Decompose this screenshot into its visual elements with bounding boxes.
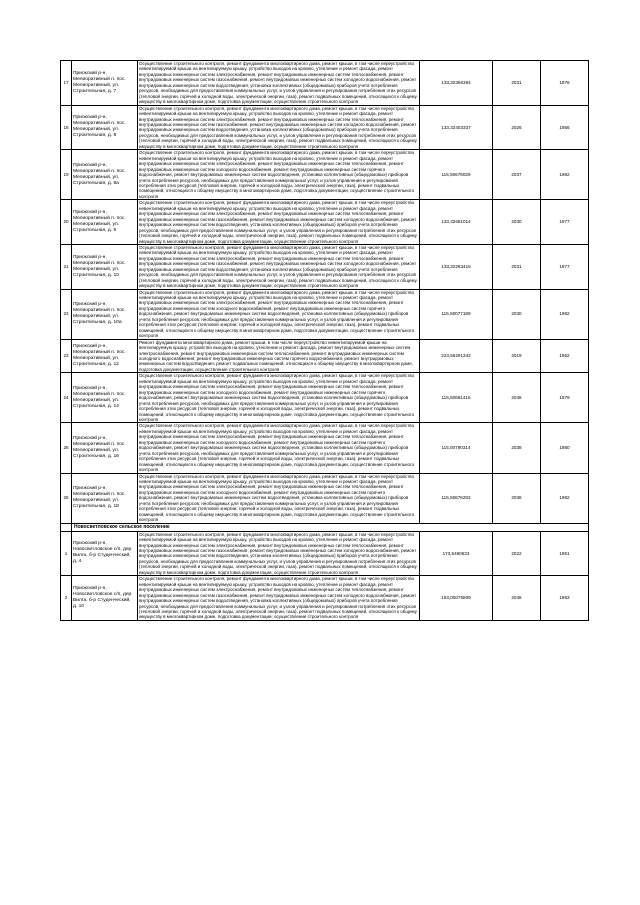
- row-number-cell: 2: [61, 576, 72, 621]
- repair-year-cell: 2031: [493, 61, 541, 106]
- construction-year-cell: 1977: [541, 244, 589, 289]
- address-cell: Приокский р-н, Мелиоративный п. пос. Мелиоративный, ул. Строительная, д. 8: [72, 105, 138, 150]
- address-cell: Приокский р-н, Мелиоративный п. пос. Мелиоративный, ул. Строительная, д. 10а: [72, 289, 138, 339]
- table-row: [61, 423, 589, 473]
- capital-repair-table: [60, 60, 589, 621]
- works-description-cell: Осуществление строительного контроля, ремонт фундамента многоквартирного дома, ремонт крыши, в том числе переустройство невентилируемой крыши на вентилируемую крышу, устройство выходов на кровлю, утепление и ремонт фасада, ремонт внутридомовых инженерных систем электроснабжения, ремонт внутридомовых инженерных систем теплоснабжения, ремонт внутридомовых инженерных систем холодного водоснабжения, ремонт внутридомовых инженерных систем горячего водоснабжения, ремонт внутридомовых инженерных систем водоотведения, установка коллективных (общедомовых) приборов учета потребления ресурсов, необходимых для предоставления коммунальных услуг, и узлов управления и регулирования потребления этих ресурсов (тепловой энергии, горячей и холодной воды, электрической энергии, газа), ремонт подвальных помещений, относящихся к общему имуществу в многоквартирном доме, подготовка документации, осуществление строительного контроля: [138, 289, 420, 339]
- address-cell: Приокский р-н, Мелиоративный п. пос. Мелиоративный, ул. Строительная, д. 14: [72, 373, 138, 423]
- repair-year-cell: 2022: [493, 531, 541, 576]
- works-description-cell: Осуществление строительного контроля, ремонт фундамента многоквартирного дома, ремонт крыши, в том числе переустройство невентилируемой крыши на вентилируемую крышу, устройство выходов на кровлю, утепление и ремонт фасада, ремонт внутридомовых инженерных систем электроснабжения, ремонт внутридомовых инженерных систем теплоснабжения, ремонт внутридомовых инженерных систем газоснабжения, ремонт внутридомовых инженерных систем холодного водоснабжения, ремонт внутридомовых инженерных систем водоотведения, установка коллективных (общедомовых) приборов учета потребления ресурсов, необходимых для предоставления коммунальных услуг, и узлов управления и регулирования потребления этих ресурсов (тепловой энергии, горячей и холодной воды, электрической энергии, газа), ремонт подвальных помещений, относящихся к общему имуществу в многоквартирном доме, подготовка документации, осуществление строительного контроля: [138, 244, 420, 289]
- repair-year-cell: 2030: [493, 200, 541, 245]
- cost-cell: 173,5490633: [420, 531, 493, 576]
- repair-year-cell: 2019: [493, 339, 541, 373]
- construction-year-cell: 1980: [541, 423, 589, 473]
- works-description-cell: Осуществление строительного контроля, ремонт фундамента многоквартирного дома, ремонт крыши, в том числе переустройство невентилируемой крыши на вентилируемую крышу, устройство выходов на кровлю, утепление и ремонт фасада, ремонт внутридомовых инженерных систем электроснабжения, ремонт внутридомовых инженерных систем теплоснабжения, ремонт внутридомовых инженерных систем холодного водоснабжения, ремонт внутридомовых инженерных систем горячего водоснабжения, ремонт внутридомовых инженерных систем водоотведения, установка коллективных (общедомовых) приборов учета потребления ресурсов, необходимых для предоставления коммунальных услуг, и узлов управления и регулирования потребления этих ресурсов (тепловой энергии, горячей и холодной воды, электрической энергии, газа), ремонт подвальных помещений, относящихся к общему имуществу в многоквартирном доме, подготовка документации, осуществление строительного контроля: [138, 150, 420, 200]
- row-number-cell: 26: [61, 473, 72, 523]
- works-description-cell: Осуществление строительного контроля, ремонт фундамента многоквартирного дома, ремонт крыши, в том числе переустройство невентилируемой крыши на вентилируемую крышу, устройство выходов на кровлю, утепление и ремонт фасада, ремонт внутридомовых инженерных систем электроснабжения, ремонт внутридомовых инженерных систем теплоснабжения, ремонт внутридомовых инженерных систем холодного водоснабжения, ремонт внутридомовых инженерных систем горячего водоснабжения, ремонт внутридомовых инженерных систем водоотведения, установка коллективных (общедомовых) приборов учета потребления ресурсов, необходимых для предоставления коммунальных услуг, и узлов управления и регулирования потребления этих ресурсов (тепловой энергии, горячей и холодной воды, электрической энергии, газа), ремонт подвальных помещений, относящихся к общему имуществу в многоквартирном доме, подготовка документации, осуществление строительного контроля: [138, 373, 420, 423]
- works-description-cell: Осуществление строительного контроля, ремонт фундамента многоквартирного дома, ремонт крыши, в том числе переустройство невентилируемой крыши на вентилируемую крышу, устройство выходов на кровлю, утепление и ремонт фасада, ремонт внутридомовых инженерных систем электроснабжения, ремонт внутридомовых инженерных систем теплоснабжения, ремонт внутридомовых инженерных систем холодного водоснабжения, ремонт внутридомовых инженерных систем горячего водоснабжения, ремонт внутридомовых инженерных систем водоотведения, установка коллективных (общедомовых) приборов учета потребления ресурсов, необходимых для предоставления коммунальных услуг, и узлов управления и регулирования потребления этих ресурсов (тепловой энергии, горячей и холодной воды, электрической энергии, газа), ремонт подвальных помещений, относящихся к общему имуществу в многоквартирном доме, подготовка документации, осуществление строительного контроля: [138, 423, 420, 473]
- table-row: [61, 339, 589, 373]
- table-row: [61, 576, 589, 621]
- construction-year-cell: 1983: [541, 576, 589, 621]
- row-number-cell: 22: [61, 289, 72, 339]
- row-number-cell: 17: [61, 61, 72, 106]
- address-cell: Приокский р-н, Мелиоративный п. пос. Мелиоративный, ул. Строительная, д. 9: [72, 200, 138, 245]
- cost-cell: 133,32356394: [420, 61, 493, 106]
- repair-year-cell: 2037: [493, 150, 541, 200]
- row-number-cell: 24: [61, 373, 72, 423]
- repair-year-cell: 2031: [493, 244, 541, 289]
- section-header-row: [61, 523, 589, 531]
- row-number-cell: 23: [61, 339, 72, 373]
- construction-year-cell: 1982: [541, 473, 589, 523]
- construction-year-cell: 1976: [541, 61, 589, 106]
- repair-year-cell: 2030: [493, 289, 541, 339]
- table-row: [61, 61, 589, 106]
- address-cell: Приокский р-н, Мелиоративный п. пос. Мелиоративный, ул. Строительная, д. 12: [72, 339, 138, 373]
- table-row: [61, 150, 589, 200]
- cost-cell: 115,50681415: [420, 373, 493, 423]
- construction-year-cell: 1977: [541, 200, 589, 245]
- table-row: [61, 531, 589, 576]
- row-number-cell: 1: [61, 531, 72, 576]
- repair-year-cell: 2036: [493, 576, 541, 621]
- table-row: [61, 473, 589, 523]
- cost-cell: 133,32681014: [420, 200, 493, 245]
- cost-cell: 133,32403337: [420, 105, 493, 150]
- row-number-cell: 19: [61, 150, 72, 200]
- section-title: Новосветловское сельское поселение: [72, 523, 589, 531]
- construction-year-cell: 1979: [541, 373, 589, 423]
- address-cell: Приокский р-н, Мелиоративный п. пос. Мелиоративный, ул. Строительная, д. 16: [72, 423, 138, 473]
- works-description-cell: Ремонт фундамента многоквартирного дома, ремонт крыши, в том числе переустройство невентилируемой крыши на вентилируемую крышу, устройство выходов на кровлю, утепление и ремонт фасада, ремонт внутридомовых инженерных систем электроснабжения, ремонт внутридомовых инженерных систем теплоснабжения, ремонт внутридомовых инженерных систем холодного водоснабжения, ремонт внутридомовых инженерных систем горячего водоснабжения, ремонт внутридомовых инженерных систем водоотведения, ремонт подвальных помещений, относящихся к общему имуществу в многоквартирном доме, подготовка документации, осуществление строительного контроля: [138, 339, 420, 373]
- table-row: [61, 289, 589, 339]
- works-description-cell: Осуществление строительного контроля, ремонт фундамента многоквартирного дома, ремонт крыши, в том числе переустройство невентилируемой крыши на вентилируемую крышу, устройство выходов на кровлю, утепление и ремонт фасада, ремонт внутридомовых инженерных систем электроснабжения, ремонт внутридомовых инженерных систем теплоснабжения, ремонт внутридомовых инженерных систем газоснабжения, ремонт внутридомовых инженерных систем холодного водоснабжения, ремонт внутридомовых инженерных систем водоотведения, установка коллективных (общедомовых) приборов учета потребления ресурсов, необходимых для предоставления коммунальных услуг, и узлов управления и регулирования потребления этих ресурсов (тепловой энергии, горячей и холодной воды, электрической энергии, газа), ремонт подвальных помещений, относящихся к общему имуществу в многоквартирном доме, подготовка документации, осуществление строительного контроля: [138, 576, 420, 621]
- address-cell: Приокский р-н, Мелиоративный п. пос. Мелиоративный, ул. Строительная, д. 7: [72, 61, 138, 106]
- repair-year-cell: 2026: [493, 105, 541, 150]
- table-row: [61, 373, 589, 423]
- works-description-cell: Осуществление строительного контроля, ремонт фундамента многоквартирного дома, ремонт крыши, в том числе переустройство невентилируемой крыши на вентилируемую крышу, устройство выходов на кровлю, утепление и ремонт фасада, ремонт внутридомовых инженерных систем электроснабжения, ремонт внутридомовых инженерных систем теплоснабжения, ремонт внутридомовых инженерных систем газоснабжения, ремонт внутридомовых инженерных систем холодного водоснабжения, ремонт внутридомовых инженерных систем водоотведения, установка коллективных (общедомовых) приборов учета потребления ресурсов, необходимых для предоставления коммунальных услуг, и узлов управления и регулирования потребления этих ресурсов (тепловой энергии, горячей и холодной воды, электрической энергии, газа), ремонт подвальных помещений, относящихся к общему имуществу в многоквартирном доме, подготовка документации, осуществление строительного контроля: [138, 105, 420, 150]
- cost-cell: 115,50676029: [420, 150, 493, 200]
- table-row: [61, 105, 589, 150]
- works-description-cell: Осуществление строительного контроля, ремонт фундамента многоквартирного дома, ремонт крыши, в том числе переустройство невентилируемой крыши на вентилируемую крышу, устройство выходов на кровлю, утепление и ремонт фасада, ремонт внутридомовых инженерных систем электроснабжения, ремонт внутридомовых инженерных систем теплоснабжения, ремонт внутридомовых инженерных систем газоснабжения, ремонт внутридомовых инженерных систем холодного водоснабжения, ремонт внутридомовых инженерных систем водоотведения, установка коллективных (общедомовых) приборов учета потребления ресурсов, необходимых для предоставления коммунальных услуг, и узлов управления и регулирования потребления этих ресурсов (тепловой энергии, горячей и холодной воды, электрической энергии, газа), ремонт подвальных помещений, относящихся к общему имуществу в многоквартирном доме, подготовка документации, осуществление строительного контроля: [138, 61, 420, 106]
- construction-year-cell: 1962: [541, 339, 589, 373]
- table-row: [61, 244, 589, 289]
- works-description-cell: Осуществление строительного контроля, ремонт фундамента многоквартирного дома, ремонт крыши, в том числе переустройство невентилируемой крыши на вентилируемую крышу, устройство выходов на кровлю, утепление и ремонт фасада, ремонт внутридомовых инженерных систем электроснабжения, ремонт внутридомовых инженерных систем теплоснабжения, ремонт внутридомовых инженерных систем холодного водоснабжения, ремонт внутридомовых инженерных систем горячего водоснабжения, ремонт внутридомовых инженерных систем водоотведения, установка коллективных (общедомовых) приборов учета потребления ресурсов, необходимых для предоставления коммунальных услуг, и узлов управления и регулирования потребления этих ресурсов (тепловой энергии, горячей и холодной воды, электрической энергии, газа), ремонт подвальных помещений, относящихся к общему имуществу в многоквартирном доме, подготовка документации, осуществление строительного контроля: [138, 473, 420, 523]
- cost-cell: 163,00076809: [420, 576, 493, 621]
- repair-year-cell: 2038: [493, 423, 541, 473]
- construction-year-cell: 1951: [541, 531, 589, 576]
- address-cell: Приокский р-н, Новосветловское с/п, дер. Вилга, б-р Студенческий, д. 10: [72, 576, 138, 621]
- row-number-cell: 21: [61, 244, 72, 289]
- address-cell: Приокский р-н, Мелиоративный п. пос. Мелиоративный, ул. Строительная, д. 10: [72, 244, 138, 289]
- construction-year-cell: 1956: [541, 105, 589, 150]
- cost-cell: 115,50790314: [420, 423, 493, 473]
- address-cell: Приокский р-н, Мелиоративный п. пос. Мелиоративный, ул. Строительная, д. 8а: [72, 150, 138, 200]
- address-cell: Приокский р-н, Мелиоративный п. пос. Мелиоративный, ул. Строительная, д. 18: [72, 473, 138, 523]
- cost-cell: 223,56291342: [420, 339, 493, 373]
- table-row: [61, 200, 589, 245]
- cost-cell: 115,50077189: [420, 289, 493, 339]
- works-description-cell: Осуществление строительного контроля, ремонт фундамента многоквартирного дома, ремонт крыши, в том числе переустройство невентилируемой крыши на вентилируемую крышу, устройство выходов на кровлю, утепление и ремонт фасада, ремонт внутридомовых инженерных систем электроснабжения, ремонт внутридомовых инженерных систем теплоснабжения, ремонт внутридомовых инженерных систем газоснабжения, ремонт внутридомовых инженерных систем холодного водоснабжения, ремонт внутридомовых инженерных систем водоотведения, установка коллективных (общедомовых) приборов учета потребления ресурсов, необходимых для предоставления коммунальных услуг, и узлов управления и регулирования потребления этих ресурсов (тепловой энергии, горячей и холодной воды, электрической энергии, газа), ремонт подвальных помещений, относящихся к общему имуществу в многоквартирном доме, подготовка документации, осуществление строительного контроля: [138, 531, 420, 576]
- section-number-cell: [61, 523, 72, 531]
- repair-year-cell: 2036: [493, 473, 541, 523]
- address-cell: Приокский р-н, Новосветловское с/п, дер. Вилга, б-р Студенческий, д. 4: [72, 531, 138, 576]
- repair-year-cell: 2036: [493, 373, 541, 423]
- cost-cell: 133,32283415: [420, 244, 493, 289]
- construction-year-cell: 1982: [541, 150, 589, 200]
- row-number-cell: 20: [61, 200, 72, 245]
- cost-cell: 115,50676283: [420, 473, 493, 523]
- construction-year-cell: 1982: [541, 289, 589, 339]
- row-number-cell: 18: [61, 105, 72, 150]
- row-number-cell: 25: [61, 423, 72, 473]
- table-body: [61, 61, 589, 621]
- works-description-cell: Осуществление строительного контроля, ремонт фундамента многоквартирного дома, ремонт крыши, в том числе переустройство невентилируемой крыши на вентилируемую крышу, устройство выходов на кровлю, утепление и ремонт фасада, ремонт внутридомовых инженерных систем электроснабжения, ремонт внутридомовых инженерных систем теплоснабжения, ремонт внутридомовых инженерных систем газоснабжения, ремонт внутридомовых инженерных систем холодного водоснабжения, ремонт внутридомовых инженерных систем водоотведения, установка коллективных (общедомовых) приборов учета потребления ресурсов, необходимых для предоставления коммунальных услуг, и узлов управления и регулирования потребления этих ресурсов (тепловой энергии, горячей и холодной воды, электрической энергии, газа), ремонт подвальных помещений, относящихся к общему имуществу в многоквартирном доме, подготовка документации, осуществление строительного контроля: [138, 200, 420, 245]
